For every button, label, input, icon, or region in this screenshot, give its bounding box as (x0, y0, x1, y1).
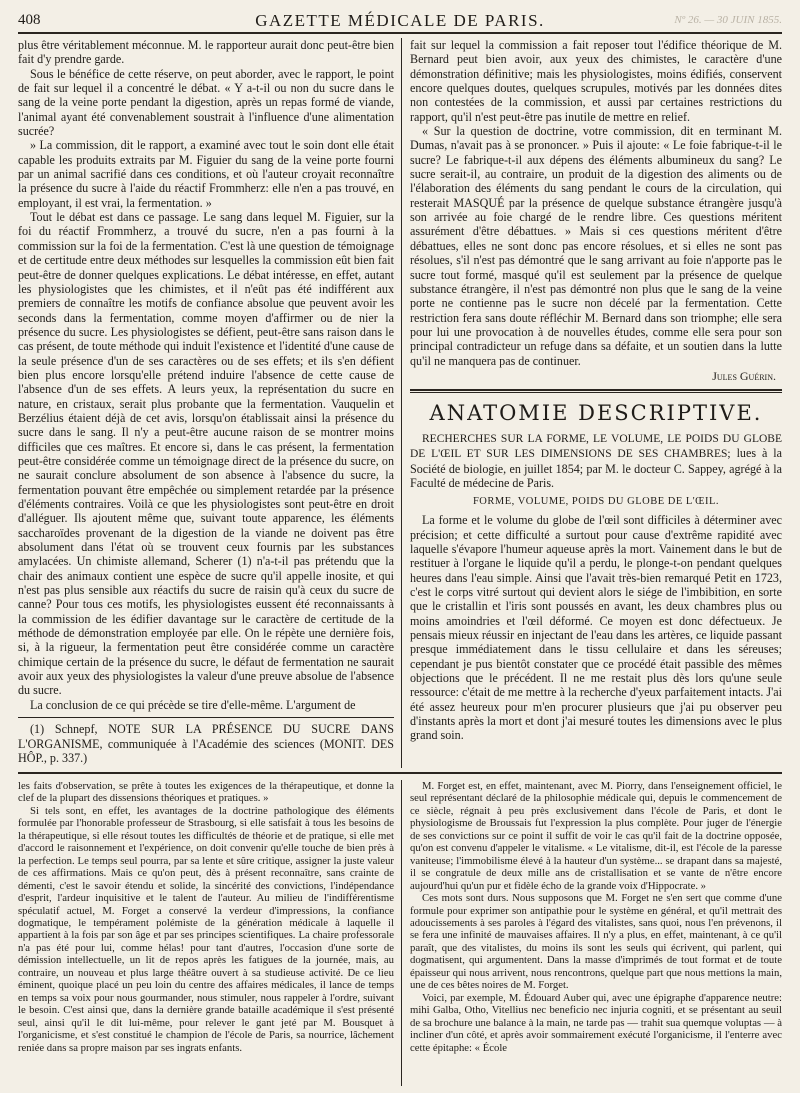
section-separator (410, 389, 782, 393)
right-paragraph: fait sur lequel la commission a fait reposer tout l'édifice théorique de M. Bernard peut bien avoir, aux yeux des chimistes, le caractère d'une démonstration définitive; mais les physiologistes, moins édifiés, conservent encore quelques doutes, quelques scrupules, motivés par les données dites non contestées de la commission, et aussi par certaines restrictions du rapport, qu'il n'est peut-être pas inutile de mettre en relief. (410, 38, 782, 124)
left-paragraph: » La commission, dit le rapport, a examiné avec tout le soin dont elle était capable les produits extraits par M. Figuier du sang de la veine porte fourni par un animal sacrifié dans ces conditions, et où l'auteur croyait reconnaître la présence du sucre à l'aide du réactif Frommherz: elle n'en a pas trouvé, en employant, il est vrai, la fermentation. » (18, 138, 394, 210)
left-paragraph: Sous le bénéfice de cette réserve, on peut aborder, avec le rapport, le point de fait sur lequel il a concentré le débat. « Y a-t-il ou non du sucre dans le sang de la veine porte pendant la digestion, après un repas formé de viande, l'animal ayant été convenablement soustrait à l'influence d'une alimentation sucrée? (18, 66, 394, 139)
feuilleton-section (18, 780, 782, 1086)
right-paragraph: « Sur la question de doctrine, votre commission, dit en terminant M. Dumas, n'avait pas à se prononcer. » Puis il ajoute: « Le foie fabrique-t-il le sucre? Le fabrique-t-il aux dépens des éléments albumineux du sang? Le sucre serait-il, au contraire, un produit de la digestion des aliments ou de l'élaboration des éléments du sang pendant le cours de la circulation, qui resterait MASQUÉ par la présence de quelque substance étrangère jusqu'à son arrivée au foie chargé de le rendre libre. Ces questions méritent assurément d'être débattues. » Mais si ces questions méritent d'être débattues, elles ne sont donc pas encore résolues, et si elles ne sont pas résolues, s'il n'est pas démontré que le sang arrivant au foie n'apporte pas le sucre tout formé, masqué qu'il est seulement par la présence de quelque substance étrangère, il n'est pas démontré non plus que le sang de la veine porte ne contienne pas le sucre non décelé par la fermentation. Cette restriction fera sans doute réfléchir M. Bernard dans son triomphe; elle sera pour lui une provocation à de nouvelles études, comme elle sera pour son principal contradicteur un refuge dans sa défaite, et un soutien dans la lutte qu'il ne manquera pas de continuer. (410, 124, 782, 368)
feuilleton-right-column (410, 780, 782, 1086)
section-title: ANATOMIE DESCRIPTIVE. (429, 400, 763, 425)
page-header (18, 8, 782, 34)
footnote: (1) Schnepf, NOTE SUR LA PRÉSENCE DU SUCRE DANS L'ORGANISME, communiquée à l'Académie des sciences (MONIT. DES HÔP., p. 337.) (18, 722, 394, 765)
article-heading-caps: RECHERCHES SUR LA FORME, LE VOLUME, LE POIDS DU GLOBE DE L'ŒIL ET SUR LES DIMENSIONS DE SES CHAMBRES; (410, 432, 782, 461)
feuilleton-left-column (18, 780, 394, 1086)
feuilleton-paragraph: les faits d'observation, se prête à toutes les exigences de la thérapeutique, et donne la clef de la plupart des dissensions théoriques et pratiques. » (18, 780, 394, 805)
subsection-title: FORME, VOLUME, POIDS DU GLOBE DE L'ŒIL. (472, 496, 720, 508)
article-paragraph: La forme et le volume du globe de l'œil sont difficiles à déterminer avec précision; et cette difficulté a surtout pour cause d'extrême rapidité avec laquelle s'évapore l'humeur aqueuse après la mort. Vainement dans le but de restituer à l'organe le liquide qu'il a perdu, le plonge-t-on pendant quelques heures dans l'eau simple. Ainsi que l'avait très-bien remarqué Petit en 1723, c'est le corps vitré surtout qui devient alors le siége de l'imbibition, en sorte que le cristallin et l'iris sont poussés en avant, les deux chambres plus ou moins amoindries et l'œil déformé. Ce moyen est donc défectueux. Je pensais mieux réussir en injectant de l'eau dans les artères, ce liquide passant presque immédiatement dans le tissu cellulaire et dans les séreuses; cependant je pus bientôt constater que ce procédé était passible des mêmes objections que le précédent. Il ne me restait plus dès lors qu'une seule ressource: c'était de me mettre à la recherche d'yeux parfaitement intacts. J'ai été assez heureux pour m'en procurer plusieurs que j'ai pu observer peu d'instants après la mort et dont j'ai mesuré toutes les dimensions avec le plus grand soin. (410, 513, 782, 743)
newspaper-page (18, 8, 782, 1086)
left-paragraph: Tout le débat est dans ce passage. Le sang dans lequel M. Figuier, sur la foi du réactif Frommherz, a trouvé du sucre, n'en a pas fourni à la commission sur la foi de la fermentation. C'est là une question de témoignage et de certitude entre deux méthodes sur lesquelles la commission eût bien fait peut-être de donner quelques explications. Le débat intéresse, en effet, autant les physiologistes que les chimistes, et il n'eût pas été indifférent aux premiers de connaître les motifs de confiance absolue que peuvent avoir les seconds dans la fermentation, comme moyen d'affirmer ou de nier la présence du sucre. Les physiologistes se défient, peut-être sans raison dans le cas présent, de toute méthode qui induit l'existence et l'identité d'une cause de la seule présence d'un de ses caractères ou de ses effets; et ils s'en défient bien plus encore lorsqu'elle prétend induire l'absence de cette cause de l'absence d'un de ses effets. A leurs yeux, la représentation du sucre en nature, en cristaux, serait plus probante que la fermentation. Vauquelin et Berzélius étaient déjà de cet avis, lorsqu'on établissait ainsi la présence du sucre dans le sang. Il n'y a peut-être aucune raison de se montrer moins difficiles que ces maîtres. Et encore si, dans le cas présent, la fermentation peut-être considérée comme un témoignage direct de la présence du sucre, on ne saurait conclure absolument de son absence à l'absence du sucre, la fermentation pouvant être empêchée ou simplement retardée par la présence d'éléments contraires. Voilà ce que les physiologistes sont peut-être en droit d'alléguer. Ils ajoutent même que, suivant toute apparence, les éléments saccharoïdes provenant de la digestion de la viande ne doivent pas être absolument dans l'état où se trouvent ceux fournis par les substances amylacées. Un chimiste allemand, Scherer (1) n'a-t-il pas prétendu que la chair des animaux contient une espèce de sucre qu'il appelle inosite, et qui n'est pas plus sensible aux réactifs du sucre de raisin qu'à ceux du sucre de canne? Pour tous ces motifs, les physiologistes eussent été reconnaissants à la commission de les édifier davantage sur le caractère de certitude de la méthode de démonstration employée par elle. On le répète une dernière fois, si, à la rigueur, la fermentation peut être considérée comme un caractère chimique certain de la présence du sucre, le défaut de fermentation ne saurait avoir aux yeux des physiologistes la valeur d'une preuve absolue de l'absence du sucre. (18, 210, 394, 698)
feuilleton-paragraph: Voici, par exemple, M. Édouard Auber qui, avec une épigraphe d'apparence neutre: mihi Galba, Otho, Vitellius nec beneficio nec injuria cogniti, et se présentant au seuil de sa brochure une balance à la main, ne tarde pas — trahit sua quemque voluptas — à incliner d'un côté, et après avoir sommairement exécuté l'organicisme, il l'enterre avec cette épitaphe: « École (410, 991, 782, 1054)
feuilleton-column-divider (401, 780, 402, 1086)
right-column (410, 38, 782, 768)
journal-title: GAZETTE MÉDICALE DE PARIS. (255, 11, 545, 30)
column-divider (401, 38, 402, 768)
feuilleton-paragraph: Si tels sont, en effet, les avantages de la doctrine pathologique des éléments formulée par l'honorable professeur de Strasbourg, si elle satisfait à tous les besoins de la thérapeutique, si elle résout toutes les difficultés de théorie et de pratique, si elle met d'accord le raisonnement et l'expérience, on doit convenir qu'elle touche de bien près à la perfection. Le temps seul pourra, par sa lente et sûre critique, assigner la juste valeur de ces affirmations. Mais ce qu'on peut, dès à présent reconnaître, sans crainte de démenti, c'est le savoir étendu et solide, la sincérité des convictions, l'indépendance d'esprit, l'ardeur inquisitive et le talent de l'auteur. Au milieu de l'indifférentisme spéculatif actuel, M. Forget a conservé la verdeur d'impressions, la confiance dogmatique, le tempérament polémiste de la génération médicale à laquelle il appartient à la fois par son âge et par ses principes scientifiques. La chaire professorale n'a pas été pour lui, comme hélas! pour tant d'autres, l'occasion d'une sorte de démission intellectuelle, un lit de repos après les fatigues de la journée, mais, au contraire, un nouveau et plus large théâtre ouvert à sa studieuse activité. De ce lieu éminent, quoique placé un peu loin du centre des affaires médicales, il lance de temps en temps sa voix pour nous gourmander, nous stimuler, nous rappeler à l'ordre, suivant le besoin. C'est ainsi que, dans la dernière grande bataille académique il s'est présenté seul, ainsi qu'il le dit lui-même, pour relever le gant jeté par M. Bousquet à l'organicisme, et s'est constitué le champion de l'école de Paris, sa nourrice, lâchement reniée dans sa propre maison par ses ingrats enfants. (18, 804, 394, 1054)
issue-date: Nº 26. — 30 JUIN 1855. (674, 14, 782, 26)
footnote-separator (18, 717, 394, 718)
left-paragraph: La conclusion de ce qui précède se tire d'elle-même. L'argument de (30, 697, 356, 712)
top-section (18, 38, 782, 768)
page-number: 408 (18, 12, 41, 28)
left-paragraph: plus être véritablement méconnue. M. le rapporteur aurait donc peut-être bien fait d'y prendre garde. (18, 38, 394, 67)
left-column (18, 38, 394, 768)
article-heading (410, 431, 782, 490)
feuilleton-paragraph: Ces mots sont durs. Nous supposons que M. Forget ne s'en sert que comme d'une formule pour exprimer son antipathie pour le système en général, et qu'il mettrait des adoucissements à ses paroles à l'égard des vitalistes, sans quoi, nous l'en prévenons, il se fera une infinité de mauvaises affaires. Il n'y a plus, en effet, maintenant, à ce qu'il paraît, que des vitalistes, du moins ils sont les seuls qui écrivent, qui parlent, qui dogmatisent, qui argumentent. Dans la masse d'imprimés de tout format et de toute épaisseur qui nous arrivent, nous rencontrons, quelque part que nous mettions la main, une de ces bêtes noires de M. Forget. (410, 892, 782, 992)
feuilleton-divider (18, 772, 782, 774)
article-heading-rest: lues à la Société de biologie, en juillet 1854; par M. le docteur C. Sappey, agrégé à la Faculté de médecine de Paris. (410, 446, 782, 490)
author-signature: Jules Guérin. (712, 368, 776, 383)
feuilleton-paragraph: M. Forget est, en effet, maintenant, avec M. Piorry, dans l'enseignement officiel, le seul représentant déclaré de la philosophie médicale qui, depuis le commencement de ce siècle, régnait à peu près exclusivement dans l'école de Paris, et dont le physiologisme de Broussais fut l'expression la plus complète. Pour juger de l'énergie de ses convictions sur ce point il suffit de voir le cas qu'il fait de la doctrine opposée, qu'on est convenu d'appeler le vitalisme. « Le vitalisme, dit-il, est l'école de la paresse vaniteuse; l'immobilisme élevé à la hauteur d'un système... se drapant dans sa majesté, il se congratule de deux mille ans de cristallisation et se vante de n'être encore aujourd'hui qu'un pur et fidèle écho de la grande voix d'Hippocrate. » (410, 780, 782, 892)
